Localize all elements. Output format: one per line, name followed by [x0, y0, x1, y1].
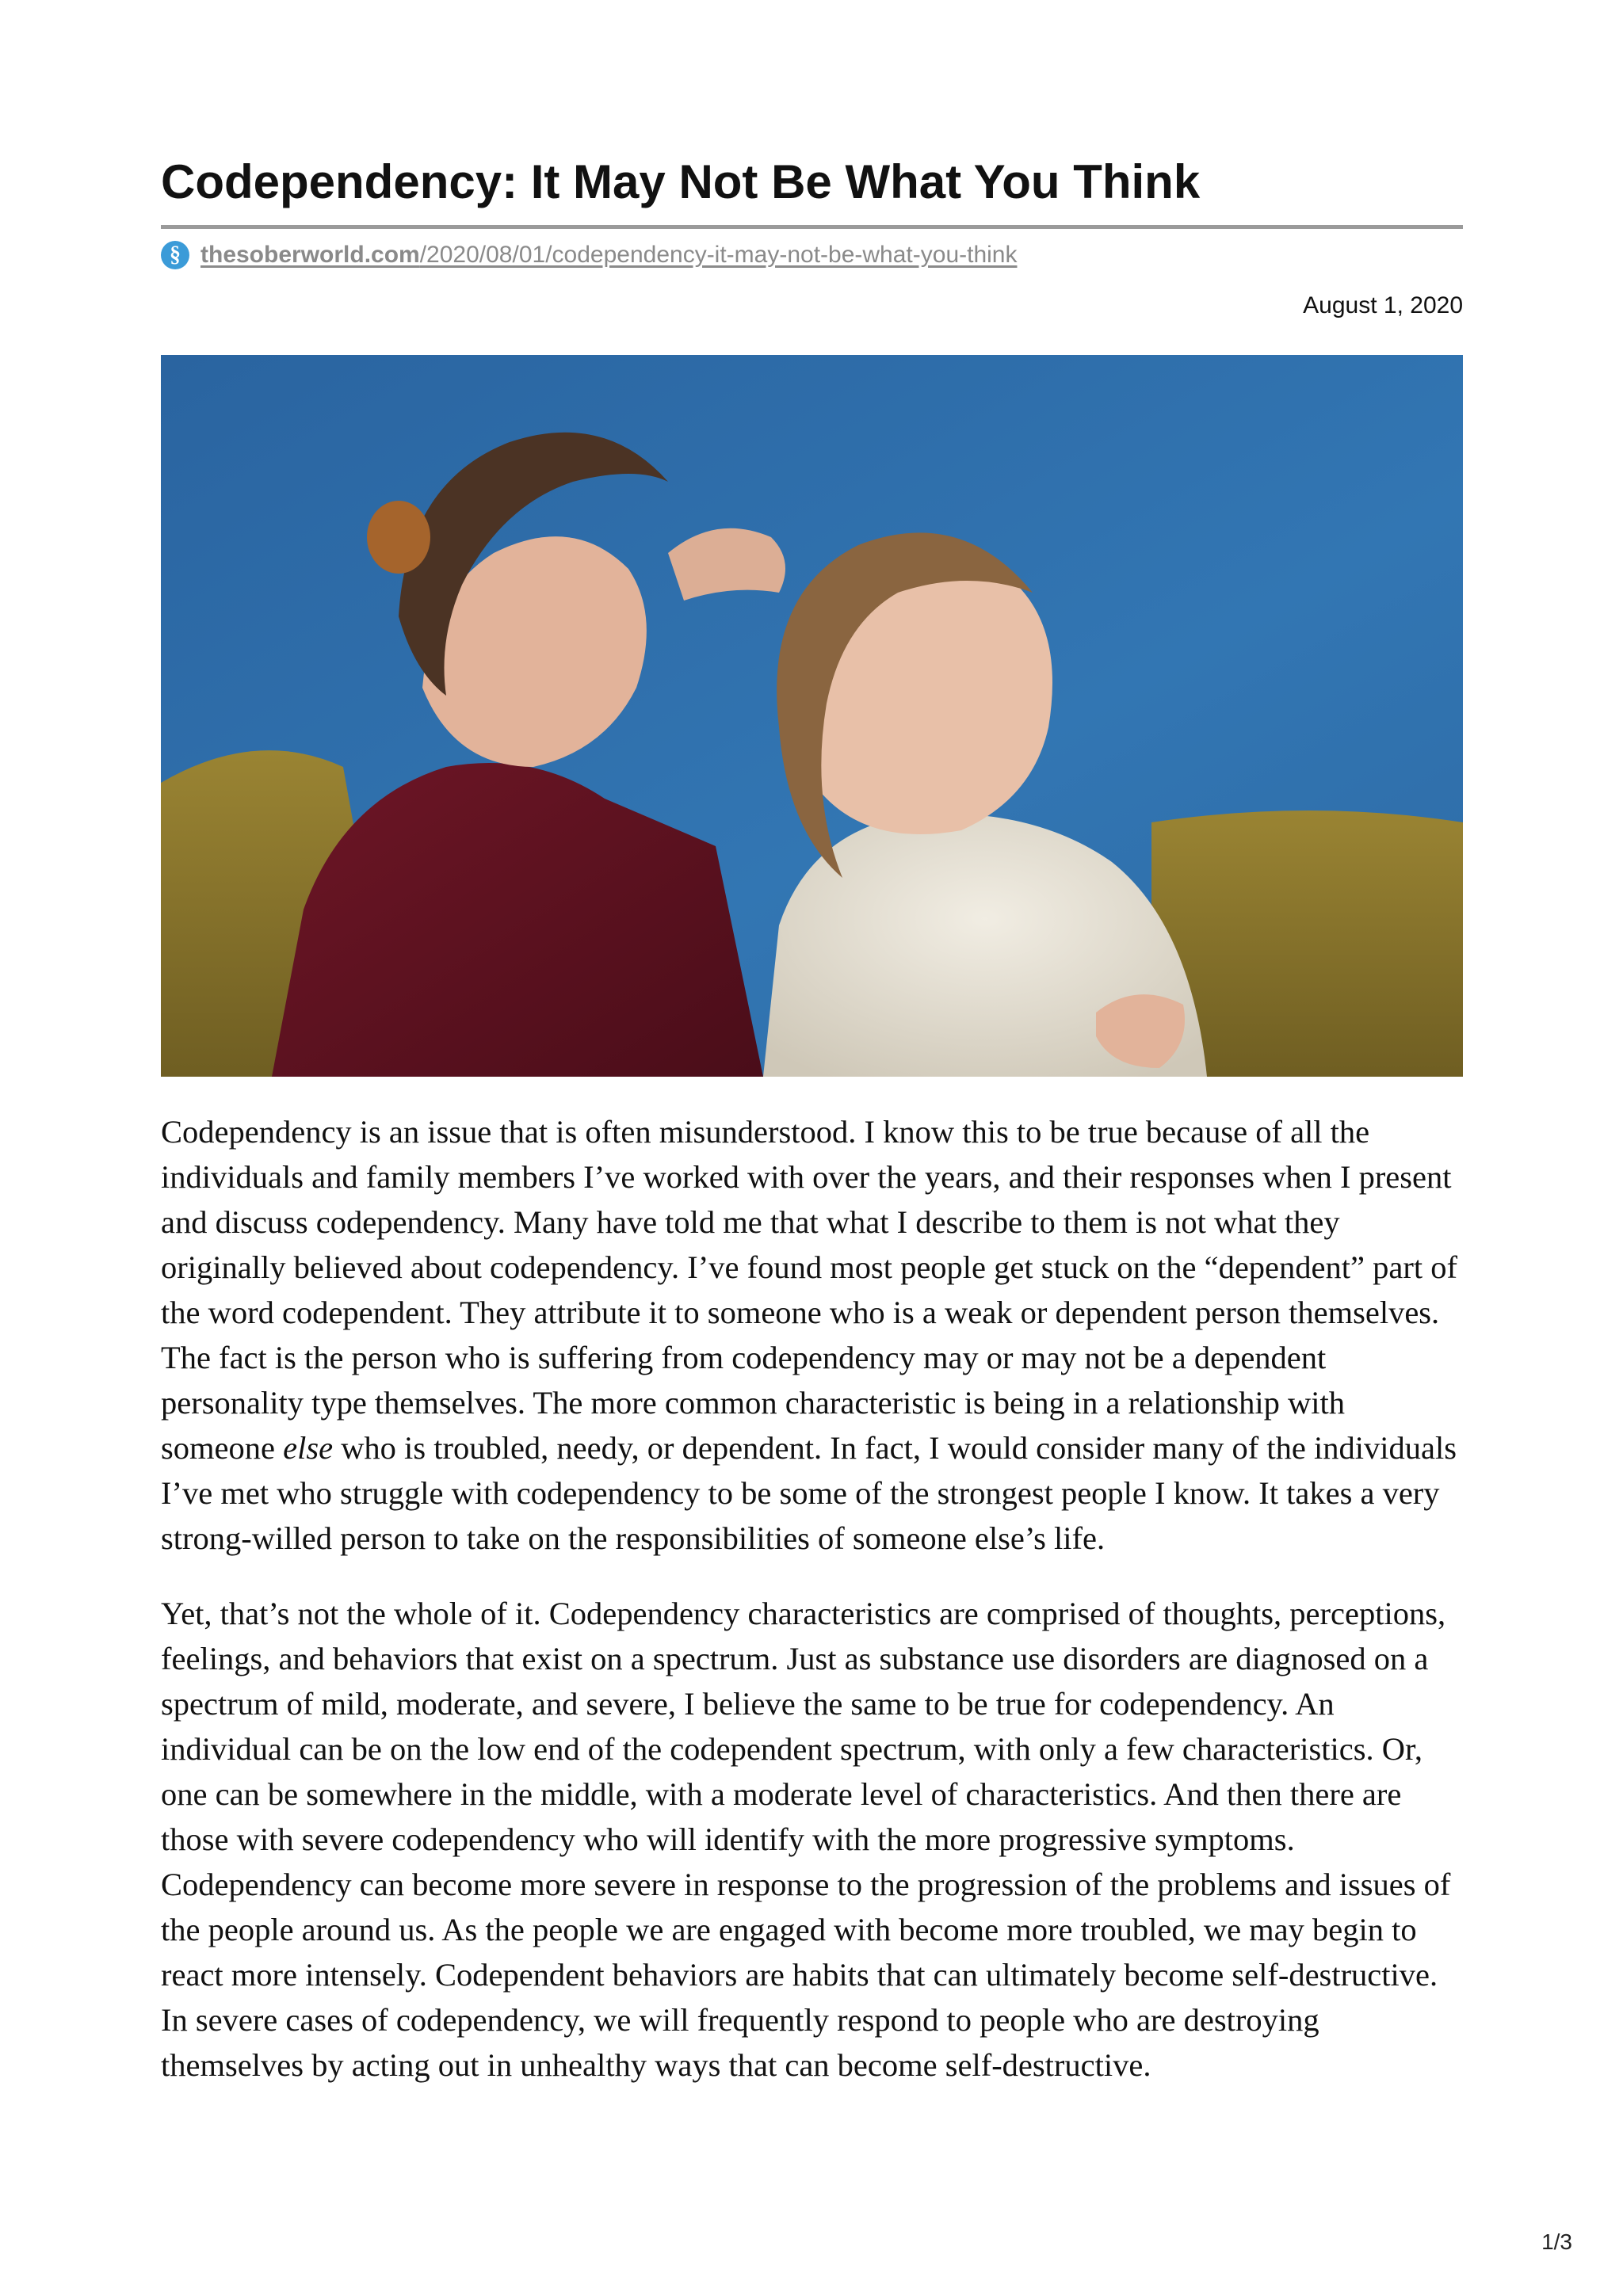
article-title: Codependency: It May Not Be What You Think	[161, 155, 1201, 208]
paragraph-text: who is troubled, needy, or dependent. In fact, I would consider many of the individuals I’ve met who struggle with codependency to be some of the strongest people I know. It takes a very strong-willed person to take on the responsibilities of someone else’s life.	[161, 1430, 1457, 1556]
paragraph-text: Yet, that’s not the whole of it. Codependency characteristics are comprised of thoughts, perceptions, feelings, and behaviors that exist on a spectrum. Just as substance use disorders are diagnosed on a spectrum of mild, moderate, and severe, I believe the same to be true for codependency. An individual can be on the low end of the codependent spectrum, with only a few characteristics. Or, one can be somewhere in the middle, with a moderate level of characteristics. And then there are those with severe codependency who will identify with the more progressive symptoms. Codependency can become more severe in response to the progression of the problems and issues of the people around us. As the people we are engaged with become more troubled, we may begin to react more intensely. Codependent behaviors are habits that can ultimately become self-destructive. In severe cases of codependency, we will frequently respond to people who are destroying themselves by acting out in unhealthy ways that can become self-destructive.	[161, 1596, 1451, 2083]
paragraph	[161, 1591, 1463, 2088]
paragraph-text: Codependency is an issue that is often misunderstood. I know this to be true because of all the individuals and family members I’ve worked with over the years, and their responses when I present and discuss codependency. Many have told me that what I describe to them is not what they originally believed about codependency. I’ve found most people get stuck on the “dependent” part of the word codependent. They attribute it to someone who is a weak or dependent person themselves. The fact is the person who is suffering from codependency may or may not be a dependent personality type themselves. The more common characteristic is being in a relationship with someone	[161, 1114, 1457, 1466]
source-line	[161, 239, 1017, 271]
paragraph-emphasis: else	[283, 1430, 334, 1466]
paragraph	[161, 1109, 1463, 1561]
hero-photo	[161, 355, 1463, 1077]
source-url-link[interactable]	[200, 242, 1017, 269]
publish-date: August 1, 2020	[1303, 292, 1463, 318]
page-number: 1/3	[1541, 2229, 1572, 2254]
title-divider	[161, 225, 1463, 229]
source-domain: thesoberworld.com	[200, 242, 420, 268]
article-body	[161, 1109, 1463, 2118]
site-favicon-icon: §	[161, 241, 189, 269]
source-path: /2020/08/01/codependency-it-may-not-be-what-you-think	[419, 242, 1018, 268]
hero-photo-illustration	[161, 355, 1463, 1077]
